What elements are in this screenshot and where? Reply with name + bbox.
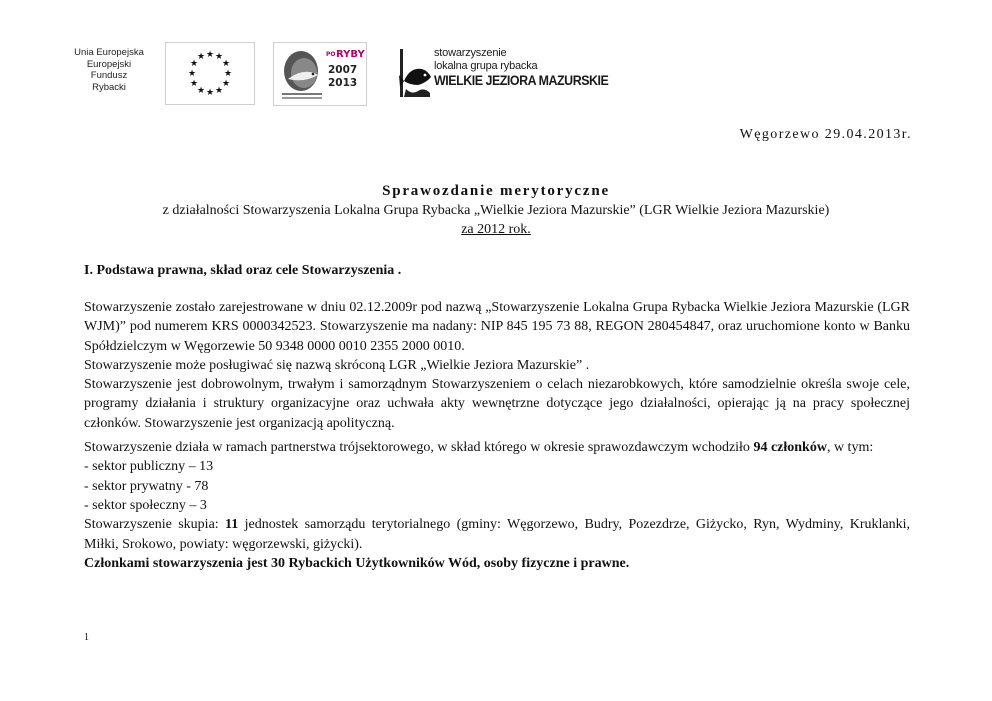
members-word: członków xyxy=(770,440,827,456)
document-title: Sprawozdanie merytoryczne xyxy=(382,183,610,199)
short-name-paragraph: Stowarzyszenie może posługiwać się nazwą skróconą LGR „Wielkie Jeziora Mazurskie” . xyxy=(84,357,590,373)
lgr-line-3: WIELKIE JEZIORA MAZURSKIE xyxy=(434,73,609,88)
municipalities-list: jednostek samorządu terytorialnego (gminy: Węgorzewo, Budry, Pozezdrze, Giżycko, Ryn, Wydminy, Kruklanki, Miłki, Srokowo, powiaty: węgorzewski, giżycki). xyxy=(84,517,910,552)
eu-text-line: Rybacki xyxy=(92,81,126,93)
svg-text:★: ★ xyxy=(205,88,215,98)
svg-text:★: ★ xyxy=(189,79,199,89)
year-end-label: 2013 xyxy=(328,77,358,89)
fishery-members-text: Członkami stowarzyszenia jest 30 Rybackich Użytkowników Wód, osoby fizyczne i prawne. xyxy=(84,555,630,571)
eu-flag-logo xyxy=(165,42,255,105)
svg-text:★: ★ xyxy=(223,69,233,79)
document-body xyxy=(84,298,910,573)
po-ryby-fish-icon xyxy=(274,43,366,105)
fish-icon xyxy=(398,47,434,101)
sector-item: - sektor publiczny – 13 xyxy=(84,459,214,475)
eu-text-line: Fundusz xyxy=(90,70,128,81)
ryby-label: RYBY xyxy=(336,49,365,60)
po-ryby-logo xyxy=(273,42,367,106)
partnership-tail: , w tym: xyxy=(826,440,874,456)
report-year xyxy=(0,222,992,238)
svg-text:★: ★ xyxy=(189,59,199,69)
registration-paragraph: Stowarzyszenie zostało zarejestrowane w dniu 02.12.2009r pod nazwą „Stowarzyszenie Lokalna Grupa Rybacka Wielkie Jeziora Mazurskie (LGR WJM)” pod numerem KRS 0000342523. Stowarzyszenie ma nadany: NIP 845 195 73 88, REGON 280454847, oraz uruchomione konto w Banku Spółdzielczym w Węgorzewie 50 9348 0000 0010 2355 2000 0010. xyxy=(84,300,910,354)
lgr-line-1: stowarzyszenie xyxy=(434,47,507,59)
page-number: 1 xyxy=(84,632,89,643)
svg-text:★: ★ xyxy=(214,86,224,96)
municipalities-paragraph xyxy=(84,515,910,554)
po-label: PO xyxy=(326,51,336,58)
members-count: 94 xyxy=(753,440,768,456)
sector-item: - sektor społeczny – 3 xyxy=(84,497,207,513)
svg-text:★: ★ xyxy=(214,52,224,62)
municipalities-count: 11 xyxy=(225,517,239,533)
eu-text-line: Europejski xyxy=(86,58,132,70)
eu-text-line: Unia Europejska xyxy=(74,47,144,58)
partnership-text: Stowarzyszenie działa w ramach partnerstwa trójsektorowego, w skład którego w okresie sprawozdawczym wchodziło xyxy=(84,440,754,456)
fishery-members-paragraph xyxy=(84,554,910,573)
section-heading: I. Podstawa prawna, skład oraz cele Stowarzyszenia . xyxy=(84,263,402,278)
svg-text:★: ★ xyxy=(196,52,206,62)
municipalities-text: Stowarzyszenie skupia: xyxy=(84,517,226,533)
document-date: Węgorzewo 29.04.2013r. xyxy=(739,127,912,142)
svg-text:★: ★ xyxy=(196,86,206,96)
partnership-paragraph xyxy=(84,438,910,457)
svg-text:★: ★ xyxy=(205,50,215,60)
svg-text:★: ★ xyxy=(221,59,231,69)
eu-stars-icon xyxy=(166,43,254,104)
lgr-line-2: lokalna grupa rybacka xyxy=(434,60,538,72)
eu-fund-text xyxy=(66,47,152,93)
svg-text:★: ★ xyxy=(187,69,197,79)
status-paragraph: Stowarzyszenie jest dobrowolnym, trwałym i samorządnym Stowarzyszeniem o celach niezarobkowych, które samodzielnie określa swoje cele, programy działania i struktury organizacyjne oraz uchwała akty wewnętrzne dotyczące jego działalności, opierając ją na pracy społecznej członków. Stowarzyszenie jest organizacją apolityczną. xyxy=(84,377,910,431)
report-year-text: za 2012 rok. xyxy=(461,222,531,237)
document-subtitle: z działalności Stowarzyszenia Lokalna Grupa Rybacka „Wielkie Jeziora Mazurskie” (LGR Wielkie Jeziora Mazurskie) xyxy=(162,203,830,218)
year-start-label: 2007 xyxy=(328,64,358,76)
sector-item: - sektor prywatny - 78 xyxy=(84,478,209,494)
lgr-logo xyxy=(398,47,609,101)
svg-text:★: ★ xyxy=(221,79,231,89)
